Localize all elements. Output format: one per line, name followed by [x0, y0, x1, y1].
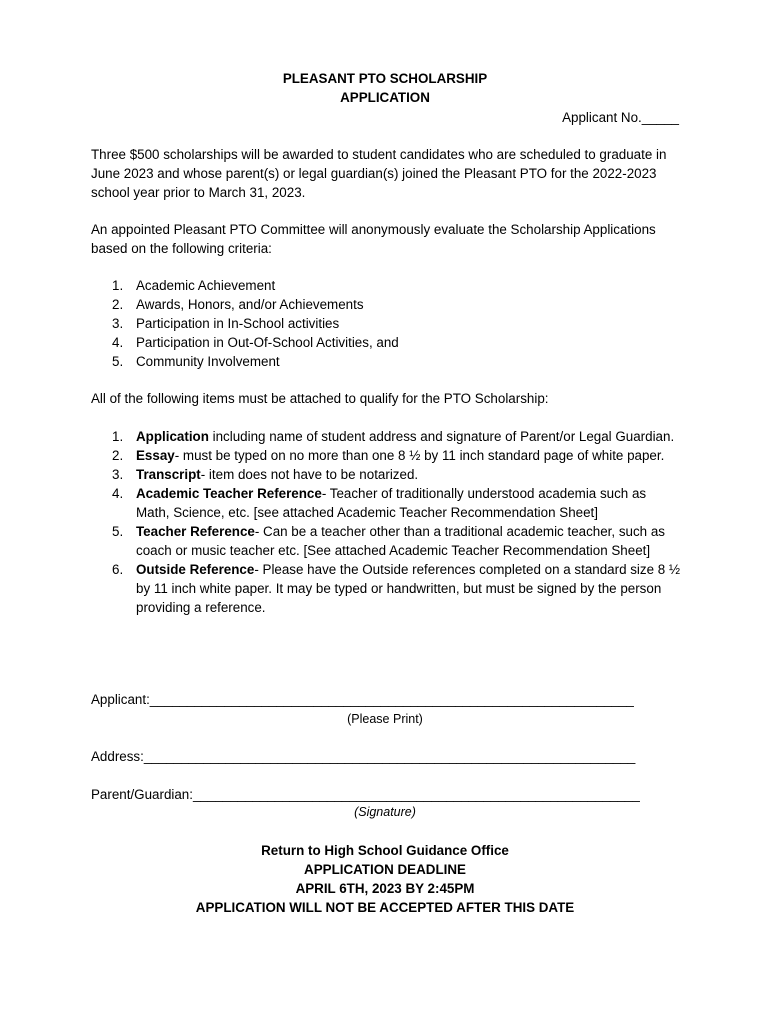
list-item — [91, 465, 681, 484]
footer-line-4: APPLICATION WILL NOT BE ACCEPTED AFTER THIS DATE — [195, 900, 575, 915]
item-text: - Please have the Outside references completed on a standard size 8 ½ by 11 inch white paper. It may be typed or handwritten, but must be signed by the person providing a reference. — [136, 562, 681, 615]
list-text: Participation in Out-Of-School Activities, and — [136, 335, 399, 350]
list-item — [91, 333, 691, 352]
list-item — [91, 314, 691, 333]
list-item — [91, 522, 681, 560]
list-number: 4. — [112, 486, 124, 501]
title-line-1: PLEASANT PTO SCHOLARSHIP — [282, 71, 488, 86]
list-item — [91, 352, 691, 371]
list-item — [91, 560, 681, 617]
intro-paragraph-2: An appointed Pleasant PTO Committee will anonymously evaluate the Scholarship Applications based on the following criteria: — [91, 222, 656, 256]
item-heading: Application — [136, 429, 209, 444]
parent-guardian-line: Parent/Guardian:____________________________________________________________ — [91, 787, 640, 802]
list-number: 6. — [112, 562, 124, 577]
address-line: Address:__________________________________________________________________ — [91, 749, 636, 764]
list-text: Awards, Honors, and/or Achievements — [136, 297, 364, 312]
item-heading: Transcript — [136, 467, 201, 482]
list-number: 5. — [112, 524, 124, 539]
applicant-name-line: Applicant:_________________________________________________________________ — [91, 692, 634, 707]
items-intro: All of the following items must be attached to qualify for the PTO Scholarship: — [91, 391, 549, 406]
item-heading: Outside Reference — [136, 562, 255, 577]
list-item — [91, 276, 691, 295]
list-number: 2. — [112, 448, 124, 463]
list-item — [91, 484, 681, 522]
list-number: 4. — [112, 335, 124, 350]
footer-line-3: APRIL 6TH, 2023 BY 2:45PM — [295, 881, 475, 896]
list-number: 3. — [112, 316, 124, 331]
please-print-note: (Please Print) — [347, 712, 423, 726]
item-heading: Essay — [136, 448, 175, 463]
item-text: - Can be a teacher other than a traditional academic teacher, such as coach or music teacher etc. [See attached Academic Teacher Recommendation Sheet] — [136, 524, 665, 558]
list-item — [91, 295, 691, 314]
item-text: - must be typed on no more than one 8 ½ by 11 inch standard page of white paper. — [174, 448, 665, 463]
intro-paragraph-1: Three $500 scholarships will be awarded to student candidates who are scheduled to graduate in June 2023 and whose parent(s) or legal guardian(s) joined the Pleasant PTO for the 2022-2023 school year prior to March 31, 2023. — [91, 147, 667, 200]
footer-line-2: APPLICATION DEADLINE — [304, 862, 466, 877]
applicant-number-field: Applicant No._____ — [562, 110, 679, 125]
list-item — [91, 446, 681, 465]
list-number: 5. — [112, 354, 124, 369]
list-number: 2. — [112, 297, 124, 312]
title-line-2: APPLICATION — [340, 90, 430, 105]
page-title — [0, 69, 770, 107]
list-number: 1. — [112, 278, 124, 293]
item-text: - item does not have to be notarized. — [200, 467, 419, 482]
deadline-notice — [0, 841, 770, 917]
list-text: Participation in In-School activities — [136, 316, 340, 331]
list-item — [91, 427, 681, 446]
criteria-list — [91, 276, 691, 371]
item-heading: Teacher Reference — [136, 524, 255, 539]
item-heading: Academic Teacher Reference — [136, 486, 322, 501]
item-text: - Teacher of traditionally understood academia such as Math, Science, etc. [see attached Academic Teacher Recommendation Sheet] — [136, 486, 647, 520]
item-text: including name of student address and signature of Parent/or Legal Guardian. — [208, 429, 675, 444]
list-text: Academic Achievement — [136, 278, 276, 293]
required-items-list — [91, 427, 681, 617]
list-text: Community Involvement — [136, 354, 280, 369]
list-number: 3. — [112, 467, 124, 482]
list-number: 1. — [112, 429, 124, 444]
signature-note: (Signature) — [354, 805, 416, 819]
footer-line-1: Return to High School Guidance Office — [261, 843, 509, 858]
